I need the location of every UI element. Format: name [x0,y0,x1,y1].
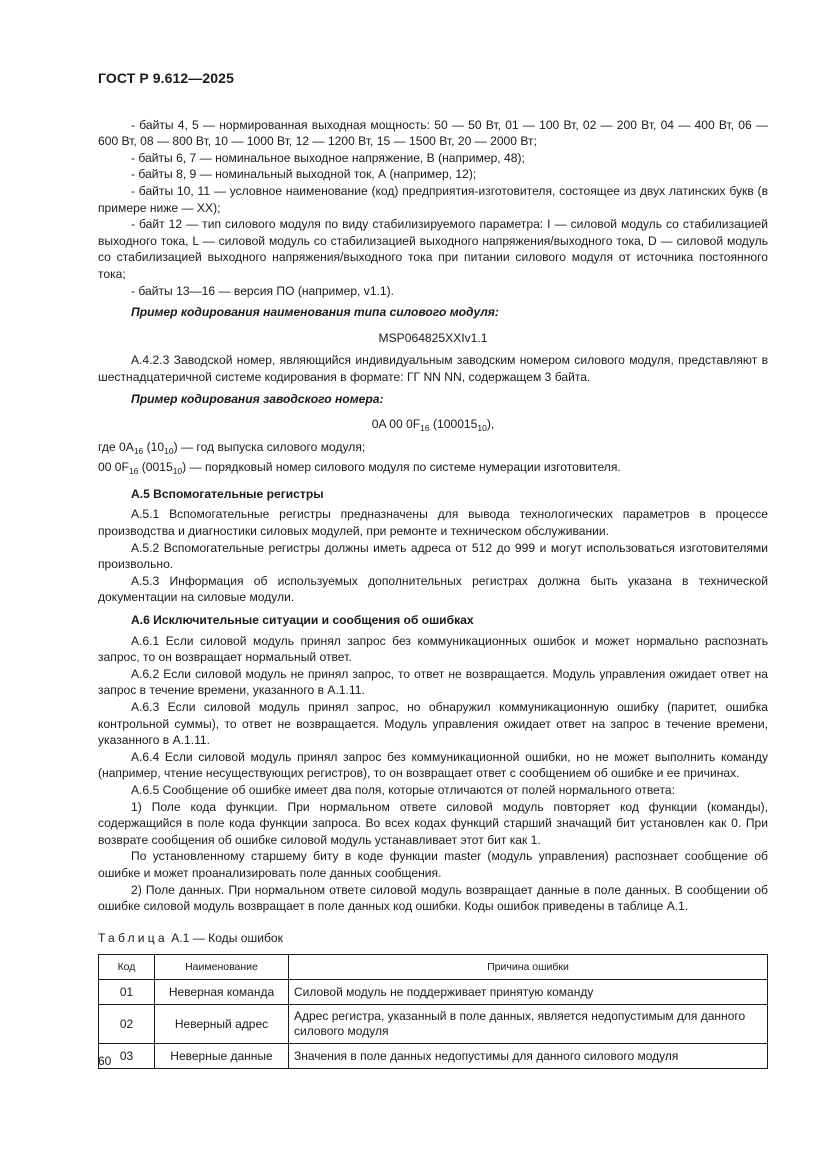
error-codes-table [98,954,768,1069]
table-row [99,980,768,1005]
example-heading-serial: Пример кодирования заводского номера: [131,391,384,406]
column-header-reason: Причина ошибки [289,955,768,980]
cell-code: 02 [99,1005,155,1044]
section-heading-a6: А.6 Исключительные ситуации и сообщения об ошибках [131,613,474,628]
paragraph-a61: А.6.1 Если силовой модуль принял запрос без коммуникационных ошибок и может нормально распознать запрос, то он возвращает нормальный ответ. [98,633,768,665]
list-item-bytes-13-16: - байты 13—16 — версия ПО (например, v1.1). [131,283,395,298]
cell-name: Неверный адрес [155,1005,289,1044]
page-number: 60 [98,1054,112,1068]
list-item-bytes-6-7: - байты 6, 7 — номинальное выходное напряжение, В (например, 48); [131,150,525,165]
paragraph-a65-2: 2) Поле данных. При нормальном ответе силовой модуль возвращает данные в поле данных. В сообщении об ошибке силовой модуль возвращает в поле данных код ошибки. Коды ошибок приведены в таблице А.1. [98,882,768,914]
cell-code: 03 [99,1044,155,1069]
paragraph-a63: А.6.3 Если силовой модуль принял запрос, но обнаружил коммуникационную ошибку (паритет, ошибка контрольной суммы), то ответ не возвращается. Модуль управления ожидает ответ на запрос в течение времени, указанного в А.1.11. [98,700,768,748]
cell-reason: Адрес регистра, указанный в поле данных, является недопустимым для данного силового модуля [289,1005,768,1044]
example-code-type-name: MSP064825XXIv1.1 [378,330,488,345]
paragraph-a62: А.6.2 Если силовой модуль не принял запрос, то ответ не возвращается. Модуль управления ожидает ответ на запрос в течение времени, указанного в А.1.11. [98,666,768,698]
paragraph-a423: А.4.2.3 Заводской номер, являющийся индивидуальным заводским номером силового модуля, представляют в шестнадцатеричной системе кодирования в формате: ГГ NN NN, содержащем 3 байта. [98,353,768,384]
cell-name: Неверная команда [155,980,289,1005]
cell-reason: Значения в поле данных недопустимы для данного силового модуля [289,1044,768,1069]
column-header-code: Код [99,955,155,980]
list-item-bytes-10-11: - байты 10, 11 — условное наименование (код) предприятия-изготовителя, состоящее из двух латинских букв (в примере ниже — XX); [98,183,768,215]
legend-year: где $0A_{16}$ $(10_{10})$ — год выпуска силового модуля; [98,439,366,456]
example-heading-type-name: Пример кодирования наименования типа силового модуля: [131,305,499,320]
paragraph-a65-1: 1) Поле кода функции. При нормальном ответе силовой модуль повторяет код функции (команды), содержащийся в поле кода функции запроса. Во всех кодах функций старший значащий бит установлен как 0. При возврате сообщения об ошибке силовой модуль устанавливает этот бит как 1. [98,799,768,847]
table-row [99,1044,768,1069]
list-item-bytes-4-5: - байты 4, 5 — нормированная выходная мощность: 50 — 50 Вт, 01 — 100 Вт, 02 — 200 Вт, 04 — 400 Вт, 06 — 600 Вт, 08 — 800 Вт, 10 — 1000 Вт, 12 — 1200 Вт, 15 — 1500 Вт, 20 — 2000 Вт; [98,117,768,149]
paragraph-a51: А.5.1 Вспомогательные регистры предназначены для вывода технологических параметров в процессе производства и диагностики силовых модулей, при ремонте и техническом обслуживании. [98,507,768,539]
cell-name: Неверные данные [155,1044,289,1069]
list-item-bytes-8-9: - байты 8, 9 — номинальный выходной ток, А (например, 12); [131,167,477,182]
example-code-serial: 0A 00 $0F_{16}$ $(100015_{10})$, [371,417,495,434]
document-page [98,70,768,1069]
list-item-byte-12: - байт 12 — тип силового модуля по виду стабилизируемого параметра: I — силовой модуль со стабилизацией выходного тока, L — силовой модуль со стабилизацией выходного напряжения/выходного тока, D — силовой модуль со стабилизацией выходного напряжения/выходного тока при питании силового модуля от источника постоянного тока; [98,217,768,281]
table-header-row [99,955,768,980]
cell-code: 01 [99,980,155,1005]
column-header-name: Наименование [155,955,289,980]
paragraph-a65-1b: По установленному старшему биту в коде функции master (модуль управления) распознает сообщение об ошибке и может проанализировать поле данных сообщения. [98,849,768,880]
table-caption: Таблица А.1 — Коды ошибок [98,930,283,945]
paragraph-a53: А.5.3 Информация об используемых дополнительных регистрах должна быть указана в технической документации на силовые модули. [98,573,768,605]
section-heading-a5: А.5 Вспомогательные регистры [131,486,324,501]
paragraph-a64: А.6.4 Если силовой модуль принял запрос без коммуникационной ошибки, но не может выполнить команду (например, чтение несуществующих регистров), то он возвращает ответ с сообщением об ошибке и ее причинах. [98,749,768,781]
cell-reason: Силовой модуль не поддерживает принятую команду [289,980,768,1005]
table-row [99,1005,768,1044]
legend-serial: 00 $0F_{16}$ $(0015_{10})$ — порядковый номер силового модуля по системе нумерации изготовителя. [98,460,621,477]
paragraph-a52: А.5.2 Вспомогательные регистры должны иметь адреса от 512 до 999 и могут использоваться изготовителями произвольно. [98,540,768,572]
paragraph-a65: А.6.5 Сообщение об ошибке имеет два поля, которые отличаются от полей нормального ответа: [131,782,675,797]
document-header: ГОСТ Р 9.612—2025 [98,70,234,86]
